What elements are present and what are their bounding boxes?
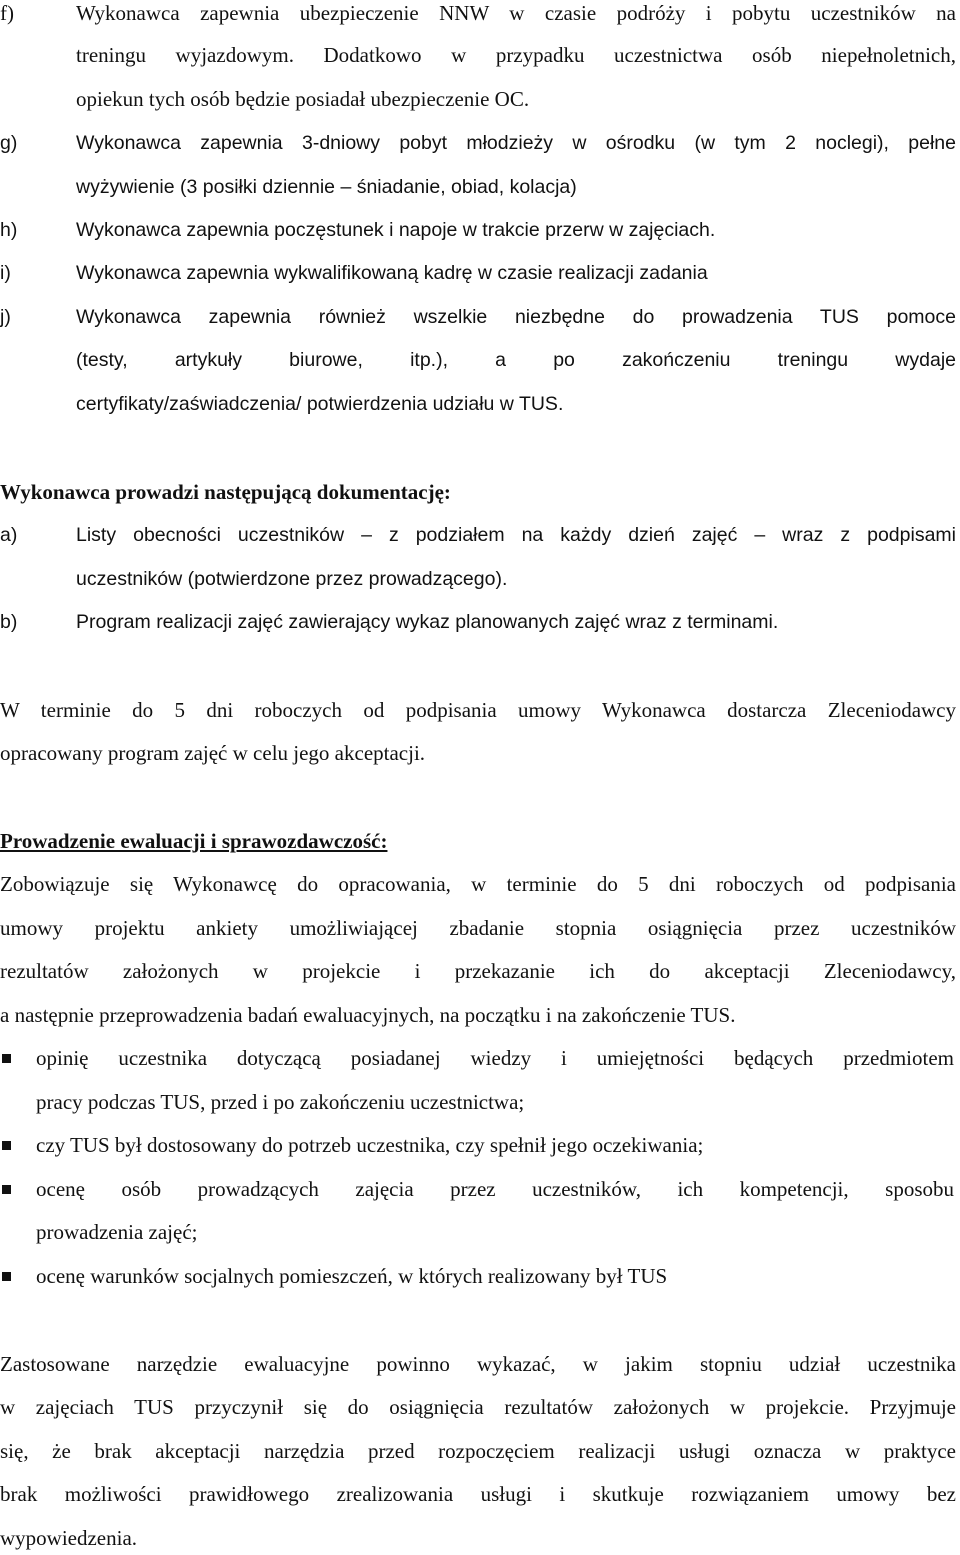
evaluation-line: a następnie przeprowadzenia badań ewaluacyjnych, na początku i na zakończenie TUS.: [0, 1003, 736, 1027]
bullet-text: ocenę osób prowadzących zajęcia przez uczestników, ich kompetencji, sposobu: [36, 1177, 954, 1201]
list-item-g: [0, 130, 956, 156]
list-item-j-line: certyfikaty/zaświadczenia/ potwierdzenia udziału w TUS.: [76, 393, 564, 415]
bullet-text-continued: pracy podczas TUS, przed i po zakończeniu uczestnictwa;: [36, 1090, 525, 1114]
list-label: b): [0, 611, 18, 633]
square-bullet-icon: [2, 1141, 11, 1150]
term-paragraph-line: W terminie do 5 dni roboczych od podpisania umowy Wykonawca dostarcza Zleceniodawcy: [0, 698, 956, 722]
list-item-f-line: opiekun tych osób będzie posiadał ubezpieczenie OC.: [76, 87, 530, 111]
list-text: Listy obecności uczestników – z podziałem na każdy dzień zajęć – wraz z podpisami: [76, 524, 956, 546]
list-item-i: [0, 260, 708, 286]
list-text: Wykonawca zapewnia wykwalifikowaną kadrę w czasie realizacji zadania: [76, 262, 708, 284]
documentation-heading: Wykonawca prowadzi następującą dokumentację:: [0, 480, 451, 504]
evaluation-line: rezultatów założonych w projekcie i przekazanie ich do akceptacji Zleceniodawcy,: [0, 959, 956, 983]
bullet-text-continued: prowadzenia zajęć;: [36, 1220, 198, 1244]
list-label: g): [0, 132, 18, 154]
bullet-item: [0, 1045, 956, 1071]
list-item-f: [0, 0, 956, 26]
square-bullet-icon: [2, 1054, 11, 1063]
doc-item-a: [0, 522, 956, 548]
list-label: i): [0, 262, 11, 284]
list-item-g-line: wyżywienie (3 posiłki dziennie – śniadanie, obiad, kolacja): [76, 176, 577, 198]
doc-item-b: [0, 609, 778, 635]
list-text: Wykonawca zapewnia również wszelkie niezbędne do prowadzenia TUS pomoce: [76, 306, 956, 328]
final-paragraph-line: Zastosowane narzędzie ewaluacyjne powinno wykazać, w jakim stopniu udział uczestnika: [0, 1352, 956, 1376]
list-item-f-line: treningu wyjazdowym. Dodatkowo w przypadku uczestnictwa osób niepełnoletnich,: [76, 43, 956, 67]
bullet-text: ocenę warunków socjalnych pomieszczeń, w których realizowany był TUS: [36, 1264, 668, 1288]
list-text: Wykonawca zapewnia ubezpieczenie NNW w czasie podróży i pobytu uczestników na: [76, 1, 956, 25]
doc-item-a-line: uczestników (potwierdzone przez prowadzącego).: [76, 568, 508, 590]
list-label: j): [0, 306, 11, 328]
final-paragraph-line: w zajęciach TUS przyczynił się do osiągnięcia rezultatów założonych w projekcie. Przyjmuje: [0, 1395, 956, 1419]
evaluation-heading: Prowadzenie ewaluacji i sprawozdawczość:: [0, 829, 388, 853]
bullet-item: [0, 1176, 956, 1202]
list-label: f): [0, 1, 14, 25]
list-text: Wykonawca zapewnia poczęstunek i napoje w trakcie przerw w zajęciach.: [76, 219, 716, 241]
bullet-item: [0, 1132, 956, 1158]
list-item-j: [0, 304, 956, 330]
evaluation-line: umowy projektu ankiety umożliwiającej zbadanie stopnia osiągnięcia przez uczestników: [0, 916, 956, 940]
square-bullet-icon: [2, 1185, 11, 1194]
final-paragraph-line: brak możliwości prawidłowego zrealizowania usługi i skutkuje rozwiązaniem umowy bez: [0, 1482, 956, 1506]
list-text: Wykonawca zapewnia 3-dniowy pobyt młodzieży w ośrodku (w tym 2 noclegi), pełne: [76, 132, 956, 154]
list-item-j-line: (testy, artykuły biurowe, itp.), a po zakończeniu treningu wydaje: [76, 349, 956, 371]
term-paragraph-line: opracowany program zajęć w celu jego akceptacji.: [0, 741, 426, 765]
list-label: a): [0, 524, 18, 546]
bullet-text: opinię uczestnika dotyczącą posiadanej wiedzy i umiejętności będących przedmiotem: [36, 1046, 954, 1070]
bullet-item: [0, 1263, 956, 1289]
list-text: Program realizacji zajęć zawierający wykaz planowanych zajęć wraz z terminami.: [76, 611, 779, 633]
list-item-h: [0, 217, 715, 243]
bullet-text: czy TUS był dostosowany do potrzeb uczestnika, czy spełnił jego oczekiwania;: [36, 1133, 704, 1157]
final-paragraph-line: się, że brak akceptacji narzędzia przed rozpoczęciem realizacji usługi oznacza w praktyce: [0, 1439, 956, 1463]
list-label: h): [0, 219, 18, 241]
square-bullet-icon: [2, 1272, 11, 1281]
evaluation-line: Zobowiązuje się Wykonawcę do opracowania, w terminie do 5 dni roboczych od podpisania: [0, 872, 956, 896]
final-paragraph-line: wypowiedzenia.: [0, 1526, 138, 1550]
